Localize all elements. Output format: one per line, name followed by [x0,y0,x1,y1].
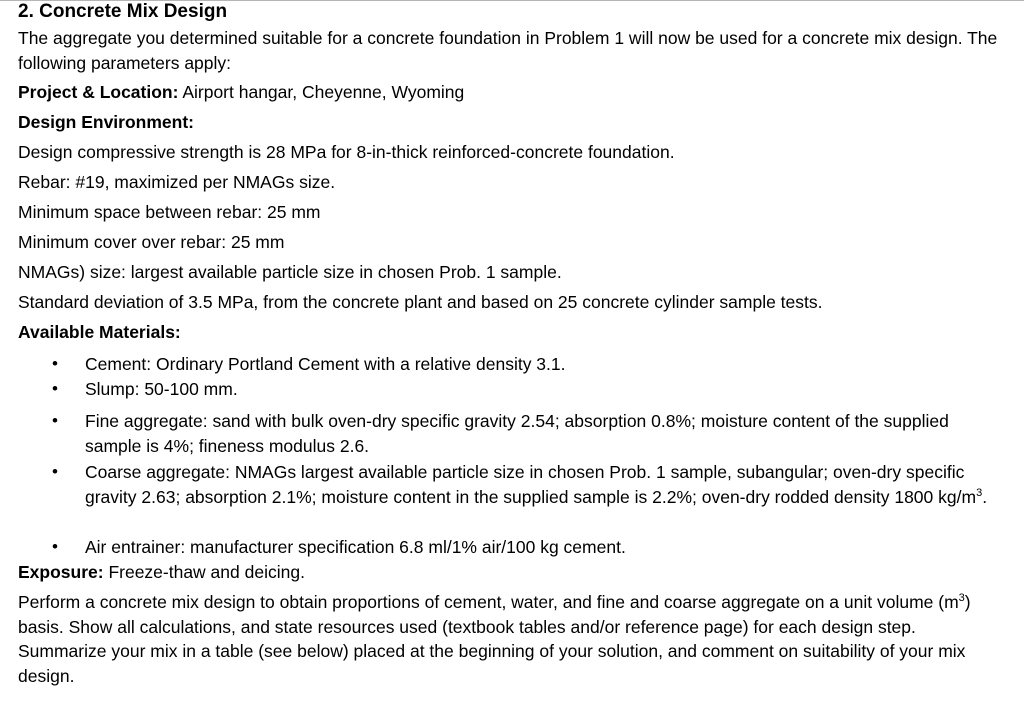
project-value: Airport hangar, Cheyenne, Wyoming [178,82,465,102]
coarse-end: . [982,486,988,507]
exposure-line [18,560,305,584]
design-line-std-dev: Standard deviation of 3.5 MPa, from the concrete plant and based on 25 concrete cylinder sample tests. [18,292,823,312]
bullet-icon: • [52,379,58,398]
bullet-icon: • [52,411,58,430]
project-line [18,80,464,104]
design-line-rebar: Rebar: #19, maximized per NMAGs size. [18,172,336,192]
design-environment-heading-text: Design Environment: [18,112,194,132]
exposure-label: Exposure: [18,562,104,582]
exposure-value: Freeze-thaw and deicing. [103,562,305,582]
available-materials-heading [18,320,181,344]
material-item-cement: Cement: Ordinary Portland Cement with a relative density 3.1. [85,354,566,374]
page-title: 2. Concrete Mix Design [18,1,228,22]
bullet-icon: • [52,354,58,373]
coarse-superscript: 3 [976,486,983,499]
available-materials-heading-text: Available Materials: [18,322,181,342]
design-environment-heading [18,110,194,134]
design-line-strength: Design compressive strength is 28 MPa for 8-in-thick reinforced-concrete foundation. [18,142,675,162]
task-superscript: 3 [958,592,965,605]
task-text-part2: ) basis. Show all calculations, and state resources used (textbook tables and/or reference page) for each design step. Summarize your mix in a table (see below) placed at the beginning of your solution, and comment on suitability of your mix design. [18,592,971,686]
design-line-nmags: NMAGs) size: largest available particle size in chosen Prob. 1 sample. [18,262,562,282]
bullet-icon: • [52,462,58,481]
project-label: Project & Location: [18,82,179,102]
coarse-aggregate-text: Coarse aggregate: NMAGs largest available particle size in chosen Prob. 1 sample, subangular; oven-dry specific gravity 2.63; absorption 2.1%; moisture content in the supplied sample is 2.2%; oven-dry rodded density 1800 kg/m [85,462,977,507]
task-text-part1: Perform a concrete mix design to obtain proportions of cement, water, and fine and coarse aggregate on a unit volume (m [18,592,959,612]
material-item-fine-aggregate: Fine aggregate: sand with bulk oven-dry specific gravity 2.54; absorption 0.8%; moisture content of the supplied sample is 4%; fineness modulus 2.6. [85,411,949,456]
material-item-coarse-aggregate [85,460,1010,509]
design-line-spacing: Minimum space between rebar: 25 mm [18,202,321,222]
task-paragraph [18,590,1008,688]
intro-paragraph: The aggregate you determined suitable for a concrete foundation in Problem 1 will now be used for a concrete mix design. The following parameters apply: [18,28,998,73]
material-item-air-entrainer: Air entrainer: manufacturer specification 6.8 ml/1% air/100 kg cement. [85,537,626,557]
bullet-icon: • [52,537,58,556]
design-line-cover: Minimum cover over rebar: 25 mm [18,232,285,252]
material-item-slump: Slump: 50-100 mm. [85,379,238,399]
